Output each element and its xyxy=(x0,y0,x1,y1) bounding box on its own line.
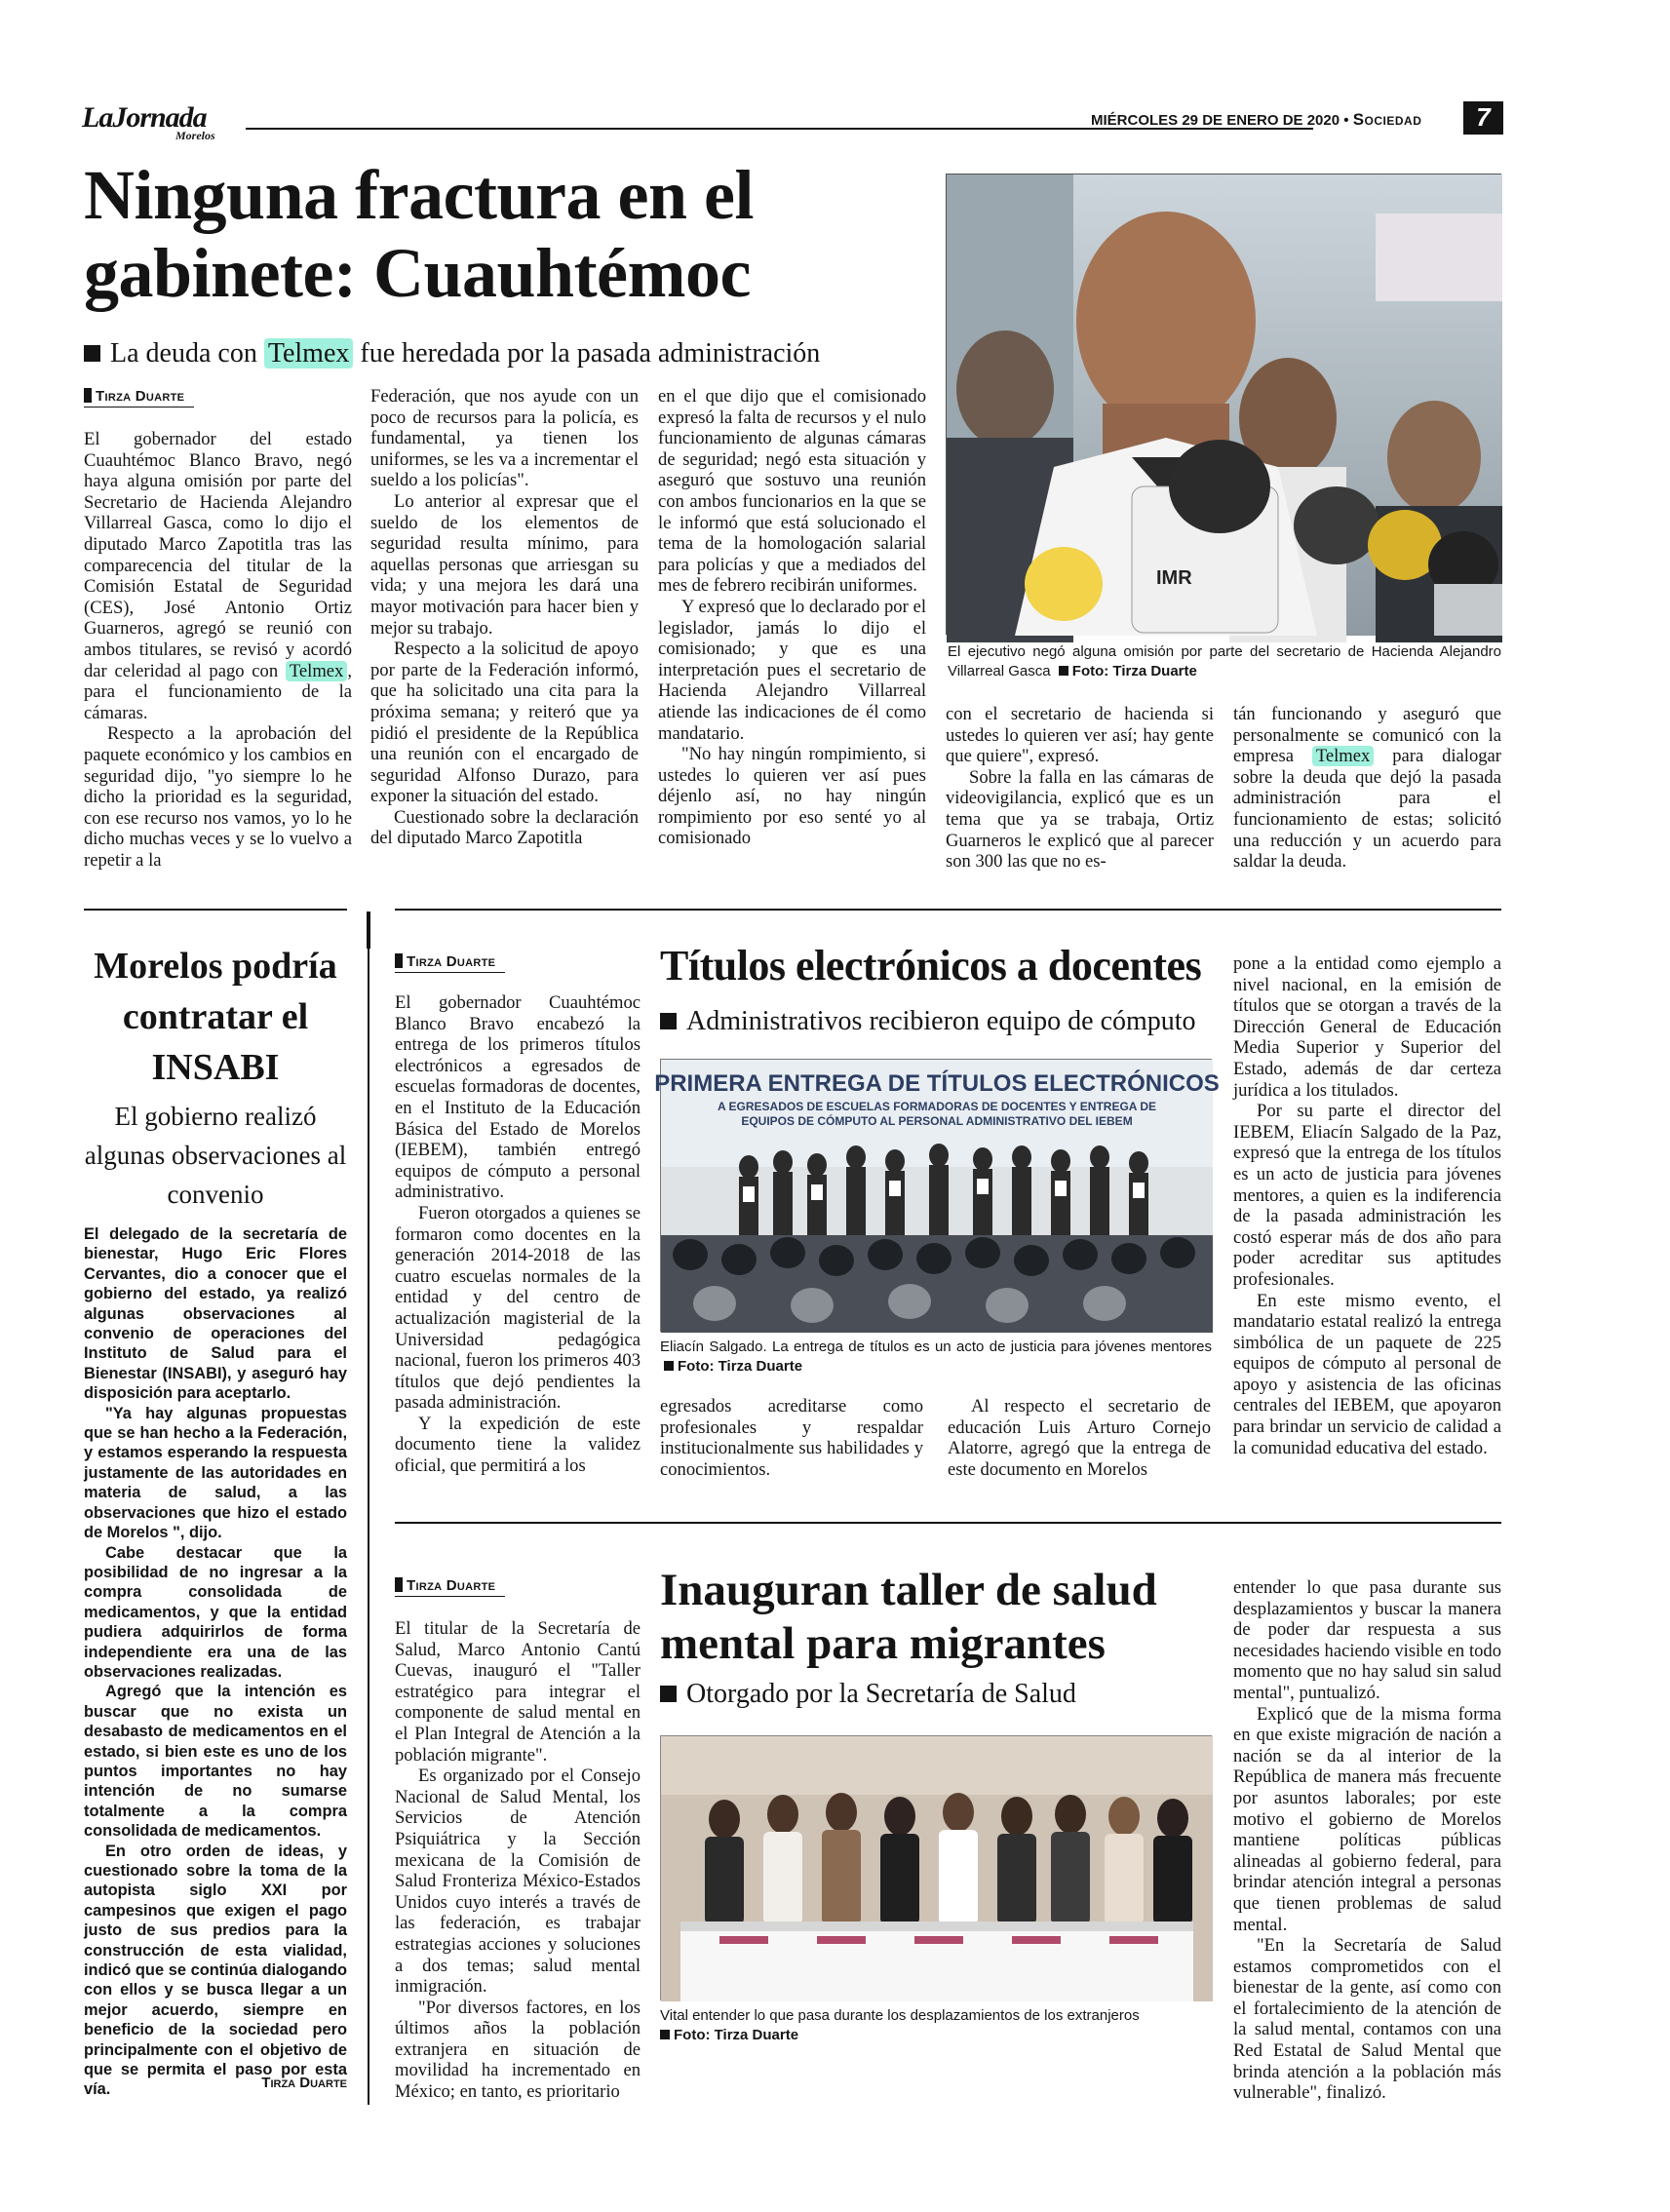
logo-text: LaJornada xyxy=(82,101,207,134)
governor-press-photo xyxy=(947,175,1502,636)
story2-paragraph: "Ya hay algunas propuestas que se han hecho a la Federación, y estamos esperando la respuesta justamente de las autoridades en materia de salud, a las observaciones que hizo el estado de Morelos ", dijo. xyxy=(84,1404,347,1542)
story1-caption-text: El ejecutivo negó alguna omisión por parte del secretario de Hacienda Alejandro Villarreal Gasca xyxy=(948,643,1501,679)
story1-byline: Tirza Duarte xyxy=(84,388,194,407)
story3-col4-paragraph: pone a la entidad como ejemplo a nivel nacional, en la emisión de títulos que se otorgan a través de la Dirección General de Educación Media Superior y Superior del Estado, además de dar certeza jurídica a los titulados. xyxy=(1233,953,1501,1101)
caption-bullet-icon xyxy=(1059,666,1068,676)
story3-col4-paragraph: Por su parte el director del IEBEM, Eliacín Salgado de la Paz, expresó que la entrega de los títulos es un acto de justicia para jóvenes mentores, a quien es la indiferencia de la pasada administración les costó esperar más de dos año para poder acreditar sus aptitudes profesionales. xyxy=(1233,1101,1501,1290)
story1-col2-paragraph: Cuestionado sobre la declaración del diputado Marco Zapotitla xyxy=(370,806,639,849)
story3-photo xyxy=(654,1059,1220,1332)
story1-col3-paragraph: en el que dijo que el comisionado expresó la falta de recursos y el nulo funcionamiento de algunas cámaras de seguridad; negó esta situación y aseguró que sostuvo una reunión con ambos funcionarios en la que se le informó que está solucionado el tema de la homologación salarial para policías y que a mediados del mes de febrero recibirán uniformes. xyxy=(658,386,926,597)
story3-column-2 xyxy=(660,1396,923,1503)
divider-rule-right xyxy=(395,909,1501,911)
story3-column-4 xyxy=(1233,953,1501,1499)
story3-col1-paragraph: El gobernador Cuauhtémoc Blanco Bravo encabezó la entrega de los primeros títulos electrónicos a egresados de escuelas formadoras de docentes, en el Instituto de la Educación Básica del Estado de Morelos (IEBEM), también entregó equipos de cómputo a personal administrativo. xyxy=(395,992,641,1203)
story1-subhead xyxy=(84,336,942,371)
story1-subhead-before: La deuda con xyxy=(110,338,257,369)
caption-bullet-icon xyxy=(660,2030,670,2039)
newspaper-logo xyxy=(82,101,238,140)
vertical-divider-tick xyxy=(367,912,370,949)
graduates-ceremony-photo xyxy=(654,1060,1220,1333)
story4-subhead-text: Otorgado por la Secretaría de Salud xyxy=(686,1679,1076,1709)
story3-subhead xyxy=(660,1004,1225,1039)
story4-column-1 xyxy=(395,1618,641,2103)
story4-caption-text: Vital entender lo que pasa durante los desplazamientos de los extranjeros xyxy=(660,2007,1140,2024)
subhead-bullet-icon xyxy=(84,345,100,362)
story1-column-3 xyxy=(658,386,926,873)
story4-col2-paragraph: "En la Secretaría de Salud estamos comprometidos con el bienestar de la gente, así como con el fortalecimiento de la atención de la salud mental, contamos con una Red Estatal de Salud Mental que brinda atención a la población más vulnerable", finalizó. xyxy=(1233,1935,1501,2104)
story2-subhead: El gobierno realizó algunas observaciones al convenio xyxy=(84,1102,347,1209)
story4-col1-paragraph: El titular de la Secretaría de Salud, Marco Antonio Cantú Cuevas, inauguró el "Taller estratégico para integrar el componente de salud mental en el Plan Integral de Atención a la población migrante". xyxy=(395,1618,641,1766)
story4-column-2 xyxy=(1233,1577,1501,2104)
story3-subhead-text: Administrativos recibieron equipo de cómputo xyxy=(686,1006,1196,1036)
story1-col1-paragraph: El gobernador del estado Cuauhtémoc Blanco Bravo, negó haya alguna omisión por parte del Secretario de Hacienda Alejandro Villarreal Gasca, como lo dijo el diputado Marco Zapotitla tras las comparecencia del titular de la Comisión Estatal de Seguridad (CES), José Antonio Ortiz Guarneros, agregó se reunió con ambos titulares, se revisó y acordó dar celeridad al pago con Telmex , para el funcionamiento de la cámaras. xyxy=(84,429,352,723)
story2-paragraph: El delegado de la secretaría de bienestar, Hugo Eric Flores Cervantes, dio a conocer que el gobierno del estado, ya realizó algunas observaciones al convenio de operaciones del Instituto de Salud para el Bienestar (INSABI), y aseguró hay disposición para aceptarlo. xyxy=(84,1225,347,1403)
story1-subhead-highlight: Telmex xyxy=(264,338,354,369)
story1-column-5 xyxy=(1233,704,1501,874)
story4-col1-paragraph: Es organizado por el Consejo Nacional de Salud Mental, los Servicios de Atención Psiquiátrica y la Sección mexicana de la Comisión de Salud Fronteriza México-Estados Unidos cuyo interés a través de las federación, es trabajar estrategias acciones y soluciones a dos temas; salud mental inmigración. xyxy=(395,1766,641,1998)
story3-column-1 xyxy=(395,992,641,1499)
story1-col2-paragraph: Federación, que nos ayude con un poco de recursos para la policía, es fundamental, ya tienen los uniformes, se les va a incrementar el sueldo a los policías". xyxy=(370,386,639,491)
story3-col2-paragraph: egresados acreditarse como profesionales y respaldar institucionalmente sus habilidades y conocimientos. xyxy=(660,1396,923,1480)
story1-col4-paragraph: Sobre la falla en las cámaras de videovigilancia, explicó que es un tema que ya se trabaja, Ortiz Guarneros le explicó que al parecer son 300 las que no es- xyxy=(946,766,1214,873)
microphone-logo-text: IMR xyxy=(1156,567,1192,589)
divider-rule-left xyxy=(84,909,347,911)
story1-col5-paragraph: tán funcionando y aseguró que personalmente se comunicó con la empresa Telmex para dialogar sobre la deuda que dejó la pasada administración para el funcionamiento de estas; solicitó una reducción y un acuerdo para saldar la deuda. xyxy=(1233,704,1501,873)
story4-col2-paragraph: entender lo que pasa durante sus desplazamientos y buscar la manera de poder dar respuesta a sus necesidades haciendo visible en todo momento que no hay salud sin salud mental", puntualizó. xyxy=(1233,1577,1501,1703)
date-separator: • xyxy=(1343,112,1349,129)
story1-subhead-after: fue heredada por la pasada administración xyxy=(360,338,821,369)
story4-col1-paragraph: "Por diversos factores, en los últimos años la población extranjera en situación de movilidad ha incrementado en México; en tanto, es prioritario xyxy=(395,1997,641,2103)
banner-line-1: PRIMERA ENTREGA DE TÍTULOS ELECTRÓNICOS xyxy=(654,1070,1220,1097)
vertical-divider xyxy=(368,912,369,2105)
story1-headline: Ninguna fractura en el gabinete: Cuauhtémoc xyxy=(84,156,754,312)
story1-column-2 xyxy=(370,386,639,873)
story4-caption xyxy=(660,2006,1212,2045)
story2-paragraph: Cabe destacar que la posibilidad de no ingresar a la compra consolidada de medicamentos, y que la entidad pudiera adquirirlos de forma independiente era una de las observaciones realizadas. xyxy=(84,1543,347,1681)
subhead-bullet-icon xyxy=(660,1013,677,1029)
caption-bullet-icon xyxy=(664,1361,674,1371)
story1-col2-paragraph: Lo anterior al expresar que el sueldo de los elementos de seguridad resulta mínimo, para aquellas personas que arriesgan su vida; y una mejora les dará una mayor motivación para hacer bien y mejor su trabajo. xyxy=(370,490,639,639)
story3-caption xyxy=(660,1338,1212,1377)
story1-column-1 xyxy=(84,429,352,873)
story3-headline: Títulos electrónicos a docentes xyxy=(660,942,1202,990)
health-workshop-photo xyxy=(661,1736,1213,2001)
story1-photo-credit: Foto: Tirza Duarte xyxy=(1071,663,1197,679)
story3-byline: Tirza Duarte xyxy=(395,953,505,973)
banner-line-3: EQUIPOS DE CÓMPUTO AL PERSONAL ADMINISTRATIVO DEL IEBEM xyxy=(741,1114,1133,1128)
story1-col1-paragraph: Respecto a la aprobación del paquete económico y los cambios en seguridad dijo, "yo siempre lo he dicho la prioridad es la seguridad, con ese recurso nos vamos, yo lo he dicho muchas veces y se lo vuelvo a repetir a la xyxy=(84,723,352,871)
story2-paragraph: Agregó que la intención es buscar que no exista un desabasto de medicamentos en el estado, si bien este es uno de los puntos importantes no hay intención de no sumarse totalmente a la compra consolidada de medicamentos. xyxy=(84,1683,347,1841)
story1-col3-paragraph: "No hay ningún rompimiento, si ustedes lo quieren ver así pues déjenlo así, no hay ningún rompimiento por eso senté yo al comisionado xyxy=(658,744,926,849)
story2-paragraph: En otro orden de ideas, y cuestionado sobre la toma de la autopista siglo XXI por campesinos que exigen el pago justo de sus predios para la construcción de esta vialidad, indicó que se continúa dialogando con ellos y se busca llegar a un mejor acuerdo, siempre en beneficio de la sociedad pero principalmente con el objetivo de que se permita el paso por esta vía. xyxy=(84,1842,347,2099)
story1-caption xyxy=(948,642,1501,681)
story4-byline: Tirza Duarte xyxy=(395,1577,505,1597)
story2-headline: Morelos podría contratar el INSABI xyxy=(94,946,337,1088)
page-number: 7 xyxy=(1476,102,1491,132)
story3-column-3 xyxy=(948,1396,1211,1503)
subhead-bullet-icon xyxy=(660,1686,677,1702)
story1-col4-paragraph: con el secretario de hacienda si ustedes lo quieren ver así; hay gente que quiere", expresó. xyxy=(946,704,1214,767)
story1-col2-paragraph: Respecto a la solicitud de apoyo por parte de la Federación informó, que ha solicitado una cita para la próxima semana; y reiteró que ya pidió el presidente de la República una reunión con el encargado de seguridad Alfonso Durazo, para exponer la situación del estado. xyxy=(370,639,639,807)
section-name: Sociedad xyxy=(1352,110,1422,129)
page-number-box xyxy=(1463,101,1503,135)
logo-subtitle: Morelos xyxy=(175,129,215,142)
story3-photo-credit: Foto: Tirza Duarte xyxy=(678,1358,803,1375)
story3-caption-text: Eliacín Salgado. La entrega de títulos es un acto de justicia para jóvenes mentores xyxy=(660,1339,1212,1355)
story4-photo-credit: Foto: Tirza Duarte xyxy=(674,2027,799,2043)
story1-col3-paragraph: Y expresó que lo declarado por el legislador, jamás lo dijo el comisionado; y que es una interpretación pues el secretario de Hacienda Alejandro Villarreal atiende las indicaciones de él como mandatario. xyxy=(658,596,926,744)
story3-col1-paragraph: Y la expedición de este documento tiene la validez oficial, que permitirá a los xyxy=(395,1413,641,1477)
divider-rule-lower xyxy=(395,1522,1501,1524)
banner-line-2: A EGRESADOS DE ESCUELAS FORMADORAS DE DOCENTES Y ENTREGA DE xyxy=(717,1100,1157,1113)
issue-date: MIÉRCOLES 29 DE ENERO DE 2020 xyxy=(1091,112,1340,129)
story2-signature: Tirza Duarte xyxy=(261,2075,347,2091)
story3-col4-paragraph: En este mismo evento, el mandatario estatal realizó la entrega simbólica de un paquete de 225 equipos de cómputo al personal de apoyo y asistencia de las oficinas centrales del IEBEM, que apoyaron para brindar un servicio de calidad a la comunidad educativa del estado. xyxy=(1233,1290,1501,1458)
telmex-highlight: Telmex xyxy=(1312,746,1375,766)
story4-headline: Inauguran taller de salud mental para migrantes xyxy=(660,1565,1157,1669)
masthead-date xyxy=(1091,110,1442,130)
story4-subhead xyxy=(660,1677,1216,1712)
story1-column-4 xyxy=(946,704,1214,874)
story3-col1-paragraph: Fueron otorgados a quienes se formaron como docentes en la generación 2014-2018 de las cuatro escuelas normales de la entidad y del centro de actualización magisterial de la Universidad pedagógica nacional, fueron los primeros 403 títulos que dejó pendientes la pasada administración. xyxy=(395,1202,641,1414)
telmex-highlight: Telmex xyxy=(286,661,348,681)
story4-col2-paragraph: Explicó que de la misma forma en que existe migración de nación a nación se da al interior de la República de manera más frecuente por asuntos laborales; por este motivo el gobierno de Morelos mantiene políticas públicas alineadas al gobierno federal, para brindar atención integral a personas que tienen problemas de salud mental. xyxy=(1233,1703,1501,1935)
story3-col3-paragraph: Al respecto el secretario de educación Luis Arturo Cornejo Alatorre, agregó que la entrega de este documento en Morelos xyxy=(948,1396,1211,1480)
story1-photo xyxy=(946,174,1501,635)
masthead xyxy=(82,101,1503,140)
story4-photo xyxy=(660,1735,1212,2000)
